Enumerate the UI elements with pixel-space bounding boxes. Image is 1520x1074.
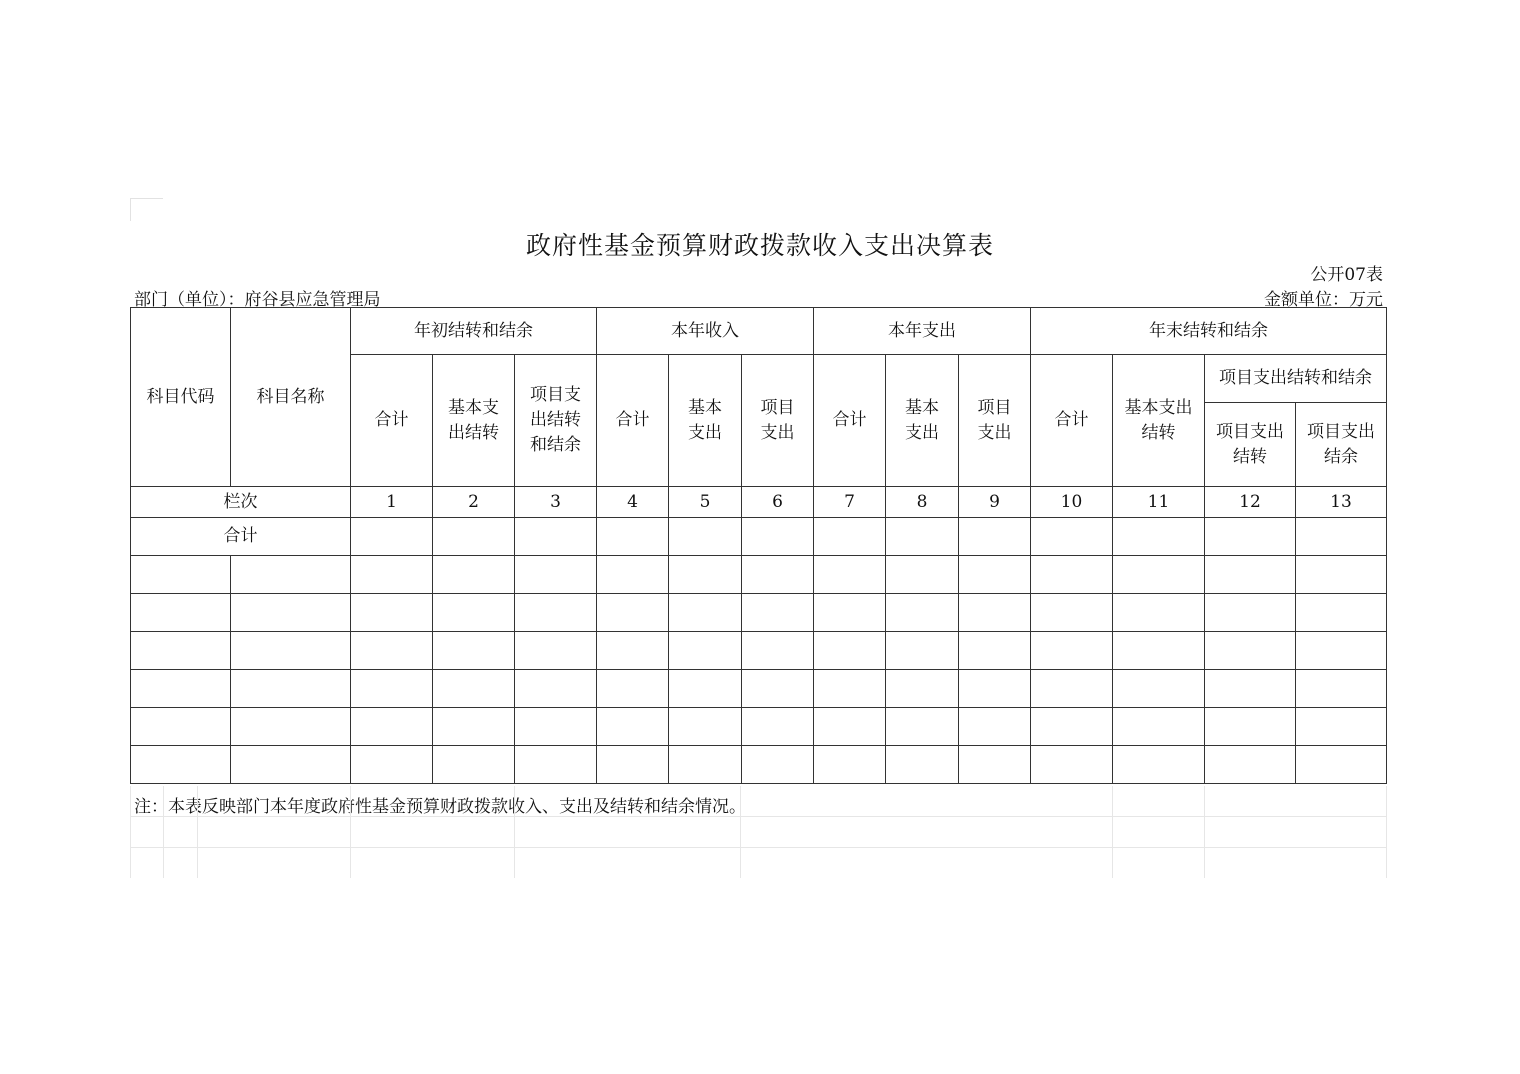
table-cell <box>814 746 886 784</box>
table-cell <box>742 708 814 746</box>
table-cell <box>742 518 814 556</box>
table-cell <box>669 518 742 556</box>
table-row <box>131 708 1387 746</box>
table-cell <box>131 594 231 632</box>
table-cell <box>597 594 669 632</box>
column-number: 13 <box>1296 487 1387 518</box>
header-group-begin: 年初结转和结余 <box>351 308 597 355</box>
table-cell <box>515 518 597 556</box>
table-cell <box>131 708 231 746</box>
table-cell <box>1113 670 1205 708</box>
column-number: 12 <box>1205 487 1296 518</box>
table-cell <box>1205 708 1296 746</box>
table-cell <box>1113 594 1205 632</box>
table-cell <box>886 670 959 708</box>
table-cell <box>351 632 433 670</box>
table-cell <box>814 708 886 746</box>
table-row <box>131 594 1387 632</box>
table-cell <box>742 670 814 708</box>
table-cell <box>669 632 742 670</box>
table-cell <box>1031 708 1113 746</box>
header-end-total: 合计 <box>1031 355 1113 487</box>
table-cell <box>433 670 515 708</box>
table-cell <box>1031 556 1113 594</box>
table-cell <box>1296 746 1387 784</box>
table-cell <box>959 518 1031 556</box>
table-cell <box>597 632 669 670</box>
table-cell <box>1031 594 1113 632</box>
table-cell <box>886 556 959 594</box>
table-cell <box>1113 746 1205 784</box>
table-cell <box>886 632 959 670</box>
total-row <box>131 518 1387 556</box>
table-cell <box>742 556 814 594</box>
table-cell <box>515 708 597 746</box>
table-cell <box>1205 746 1296 784</box>
header-group-end: 年末结转和结余 <box>1031 308 1387 355</box>
table-cell <box>351 518 433 556</box>
table-cell <box>351 708 433 746</box>
page-title: 政府性基金预算财政拨款收入支出决算表 <box>525 231 994 260</box>
table-cell <box>433 556 515 594</box>
table-cell <box>1296 632 1387 670</box>
table-cell <box>1205 670 1296 708</box>
table-cell <box>1113 518 1205 556</box>
column-number: 1 <box>351 487 433 518</box>
table-cell <box>231 670 351 708</box>
column-number: 10 <box>1031 487 1113 518</box>
header-end-project-group: 项目支出结转和结余 <box>1205 355 1387 403</box>
table-cell <box>131 746 231 784</box>
table-cell <box>433 632 515 670</box>
table-cell <box>231 556 351 594</box>
table-cell <box>1205 556 1296 594</box>
header-income-total: 合计 <box>597 355 669 487</box>
table-cell <box>742 746 814 784</box>
table-cell <box>131 670 231 708</box>
table-cell <box>231 594 351 632</box>
table-cell <box>1031 632 1113 670</box>
column-number: 2 <box>433 487 515 518</box>
table-cell <box>814 594 886 632</box>
table-cell <box>597 708 669 746</box>
header-end-project-balance: 项目支出 结余 <box>1296 403 1387 487</box>
corner-mark <box>130 198 163 221</box>
header-begin-total: 合计 <box>351 355 433 487</box>
table-cell <box>669 670 742 708</box>
table-cell <box>1205 632 1296 670</box>
table-cell <box>1296 556 1387 594</box>
table-cell <box>959 556 1031 594</box>
header-group-expense: 本年支出 <box>814 308 1031 355</box>
header-income-basic: 基本 支出 <box>669 355 742 487</box>
header-code: 科目代码 <box>131 308 231 487</box>
table-cell <box>959 632 1031 670</box>
header-group-income: 本年收入 <box>597 308 814 355</box>
table-cell <box>131 632 231 670</box>
table-cell <box>433 594 515 632</box>
table-cell <box>1113 632 1205 670</box>
amount-unit-label: 金额单位：万元 <box>1264 290 1383 310</box>
table-cell <box>886 746 959 784</box>
table-cell <box>231 632 351 670</box>
header-name: 科目名称 <box>231 308 351 487</box>
header-begin-basic: 基本支 出结转 <box>433 355 515 487</box>
table-cell <box>669 594 742 632</box>
table-cell <box>669 556 742 594</box>
table-row <box>131 632 1387 670</box>
column-number: 11 <box>1113 487 1205 518</box>
column-number-row <box>131 487 1387 518</box>
table-cell <box>959 670 1031 708</box>
table-cell <box>597 670 669 708</box>
column-number: 4 <box>597 487 669 518</box>
table-cell <box>131 556 231 594</box>
table-cell <box>1113 556 1205 594</box>
table-cell <box>433 518 515 556</box>
column-number: 6 <box>742 487 814 518</box>
column-number-label: 栏次 <box>131 487 351 518</box>
header-expense-total: 合计 <box>814 355 886 487</box>
table-cell <box>742 594 814 632</box>
total-row-label: 合计 <box>131 518 351 556</box>
table-note: 注：本表反映部门本年度政府性基金预算财政拨款收入、支出及结转和结余情况。 <box>134 797 746 817</box>
table-cell <box>814 556 886 594</box>
table-cell <box>814 518 886 556</box>
header-end-basic: 基本支出 结转 <box>1113 355 1205 487</box>
table-cell <box>597 518 669 556</box>
table-cell <box>597 746 669 784</box>
table-cell <box>433 746 515 784</box>
table-cell <box>351 594 433 632</box>
form-number: 公开07表 <box>1310 265 1383 285</box>
table-cell <box>597 556 669 594</box>
table-cell <box>1205 518 1296 556</box>
table-cell <box>742 632 814 670</box>
header-expense-project: 项目 支出 <box>959 355 1031 487</box>
table-cell <box>1296 518 1387 556</box>
table-cell <box>886 594 959 632</box>
table-cell <box>515 556 597 594</box>
table-row <box>131 670 1387 708</box>
column-number: 5 <box>669 487 742 518</box>
column-number: 9 <box>959 487 1031 518</box>
table-cell <box>1031 670 1113 708</box>
column-number: 8 <box>886 487 959 518</box>
column-number: 3 <box>515 487 597 518</box>
table-cell <box>351 556 433 594</box>
table-cell <box>515 670 597 708</box>
header-income-project: 项目 支出 <box>742 355 814 487</box>
header-row-1 <box>131 308 1387 355</box>
table-cell <box>351 670 433 708</box>
table-cell <box>351 746 433 784</box>
table-cell <box>959 746 1031 784</box>
table-cell <box>433 708 515 746</box>
table-cell <box>669 708 742 746</box>
table-cell <box>515 594 597 632</box>
table-cell <box>959 594 1031 632</box>
table-row <box>131 746 1387 784</box>
table-cell <box>1113 708 1205 746</box>
table-cell <box>1296 708 1387 746</box>
column-number: 7 <box>814 487 886 518</box>
table-cell <box>886 518 959 556</box>
table-cell <box>1031 518 1113 556</box>
table-row <box>131 556 1387 594</box>
table-cell <box>231 746 351 784</box>
table-cell <box>515 632 597 670</box>
table-cell <box>814 670 886 708</box>
table-cell <box>886 708 959 746</box>
table-cell <box>515 746 597 784</box>
table-cell <box>814 632 886 670</box>
budget-table <box>130 307 1387 784</box>
table-cell <box>1205 594 1296 632</box>
header-begin-project: 项目支 出结转 和结余 <box>515 355 597 487</box>
table-cell <box>1296 670 1387 708</box>
header-end-project-carry: 项目支出 结转 <box>1205 403 1296 487</box>
header-expense-basic: 基本 支出 <box>886 355 959 487</box>
table-cell <box>1296 594 1387 632</box>
table-cell <box>1031 746 1113 784</box>
department-label: 部门（单位）：府谷县应急管理局 <box>134 290 381 310</box>
table-cell <box>669 746 742 784</box>
table-cell <box>231 708 351 746</box>
table-cell <box>959 708 1031 746</box>
